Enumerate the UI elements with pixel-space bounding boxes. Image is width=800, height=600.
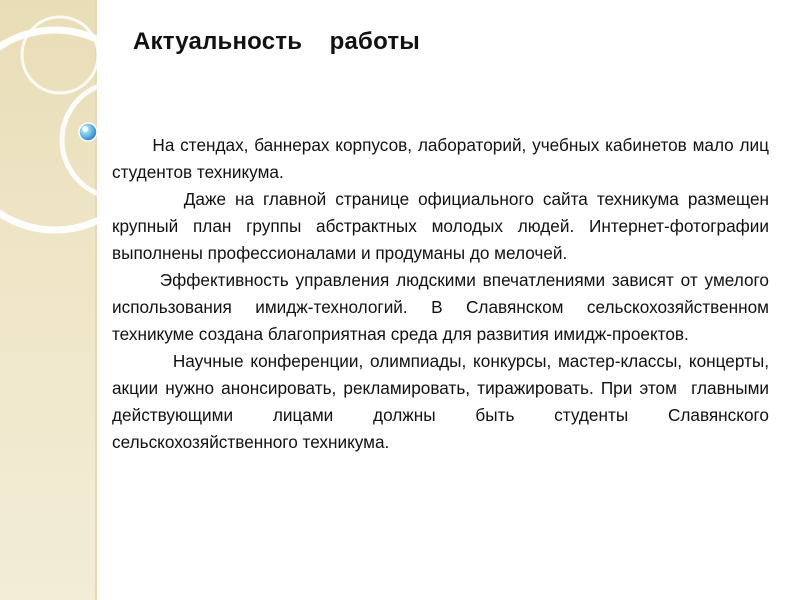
paragraph: Эффективность управления людскими впечатлениями зависят от умелого использования имидж-технологий. В Славянском сельскохозяйственном техникуме создана благоприятная среда для развития имидж-проектов.	[112, 270, 774, 344]
paragraph: Даже на главной странице официального сайта техникума размещен крупный план группы абстрактных молодых людей. Интернет-фотографии выполнены профессионалами и продуманы до мелочей.	[112, 189, 774, 263]
decorative-side-panel	[0, 0, 95, 600]
slide-title: Актуальность работы	[133, 28, 420, 55]
paragraph: На стендах, баннерах корпусов, лабораторий, учебных кабинетов мало лиц студентов техникума.	[112, 135, 774, 182]
slide-body	[112, 132, 774, 456]
side-panel-edge	[95, 0, 97, 600]
paragraph: Научные конференции, олимпиады, конкурсы, мастер-классы, концерты, акции нужно анонсировать, рекламировать, тиражировать. При этом главными действующими лицами должны быть студенты Славянского сельскохозяйственного техникума.	[112, 351, 774, 452]
